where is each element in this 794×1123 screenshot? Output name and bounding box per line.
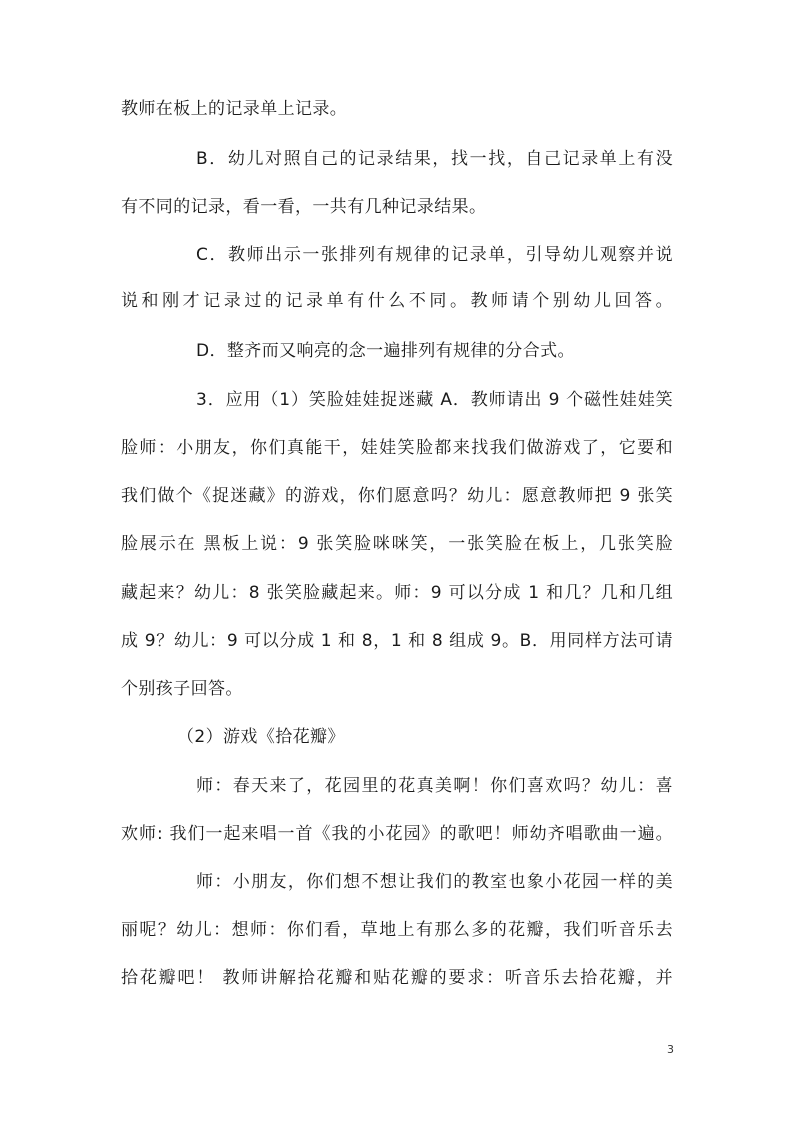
text-line-13: 个别孩子回答。	[121, 679, 243, 699]
text-line-18: 丽呢？幼儿：想师：你们看，草地上有那么多的花瓣，我们听音乐去	[121, 920, 673, 940]
text-line-19: 拾花瓣吧！ 教师讲解拾花瓣和贴花瓣的要求：听音乐去拾花瓣，并	[121, 968, 673, 988]
text-line-4: C．教师出示一张排列有规律的记录单，引导幼儿观察并说	[196, 245, 673, 265]
page-number: 3	[667, 1043, 674, 1056]
text-line-12: 成 9？幼儿：9 可以分成 1 和 8，1 和 8 组成 9。B．用同样方法可请	[121, 631, 673, 651]
text-line-5: 说和刚才记录过的记录单有什么不同。教师请个别幼儿回答。	[121, 291, 673, 311]
text-line-6: D．整齐而又响亮的念一遍排列有规律的分合式。	[196, 341, 575, 361]
text-line-9: 我们做个《捉迷藏》的游戏，你们愿意吗？幼儿：愿意教师把 9 张笑	[121, 486, 673, 506]
text-line-1: 教师在板上的记录单上记录。	[121, 99, 348, 119]
text-line-7: 3．应用（1）笑脸娃娃捉迷藏 A．教师请出 9 个磁性娃娃笑	[196, 390, 673, 410]
text-line-17: 师：小朋友，你们想不想让我们的教室也象小花园一样的美	[196, 872, 673, 892]
text-line-8: 脸师：小朋友，你们真能干，娃娃笑脸都来找我们做游戏了，它要和	[121, 438, 673, 458]
text-line-15: 师：春天来了，花园里的花真美啊！你们喜欢吗？幼儿：喜	[196, 776, 673, 796]
text-line-2: B．幼儿对照自己的记录结果，找一找，自己记录单上有没	[196, 149, 673, 169]
text-line-16: 欢师: 我们一起来唱一首《我的小花园》的歌吧！师幼齐唱歌曲一遍。	[121, 824, 673, 844]
text-line-11: 藏起来？幼儿：8 张笑脸藏起来。师：9 可以分成 1 和几？几和几组	[121, 583, 673, 603]
text-line-10: 脸展示在 黑板上说：9 张笑脸咪咪笑，一张笑脸在板上，几张笑脸	[121, 534, 673, 554]
text-line-14: （2）游戏《拾花瓣》	[177, 727, 345, 747]
text-line-3: 有不同的记录，看一看，一共有几种记录结果。	[121, 197, 487, 217]
